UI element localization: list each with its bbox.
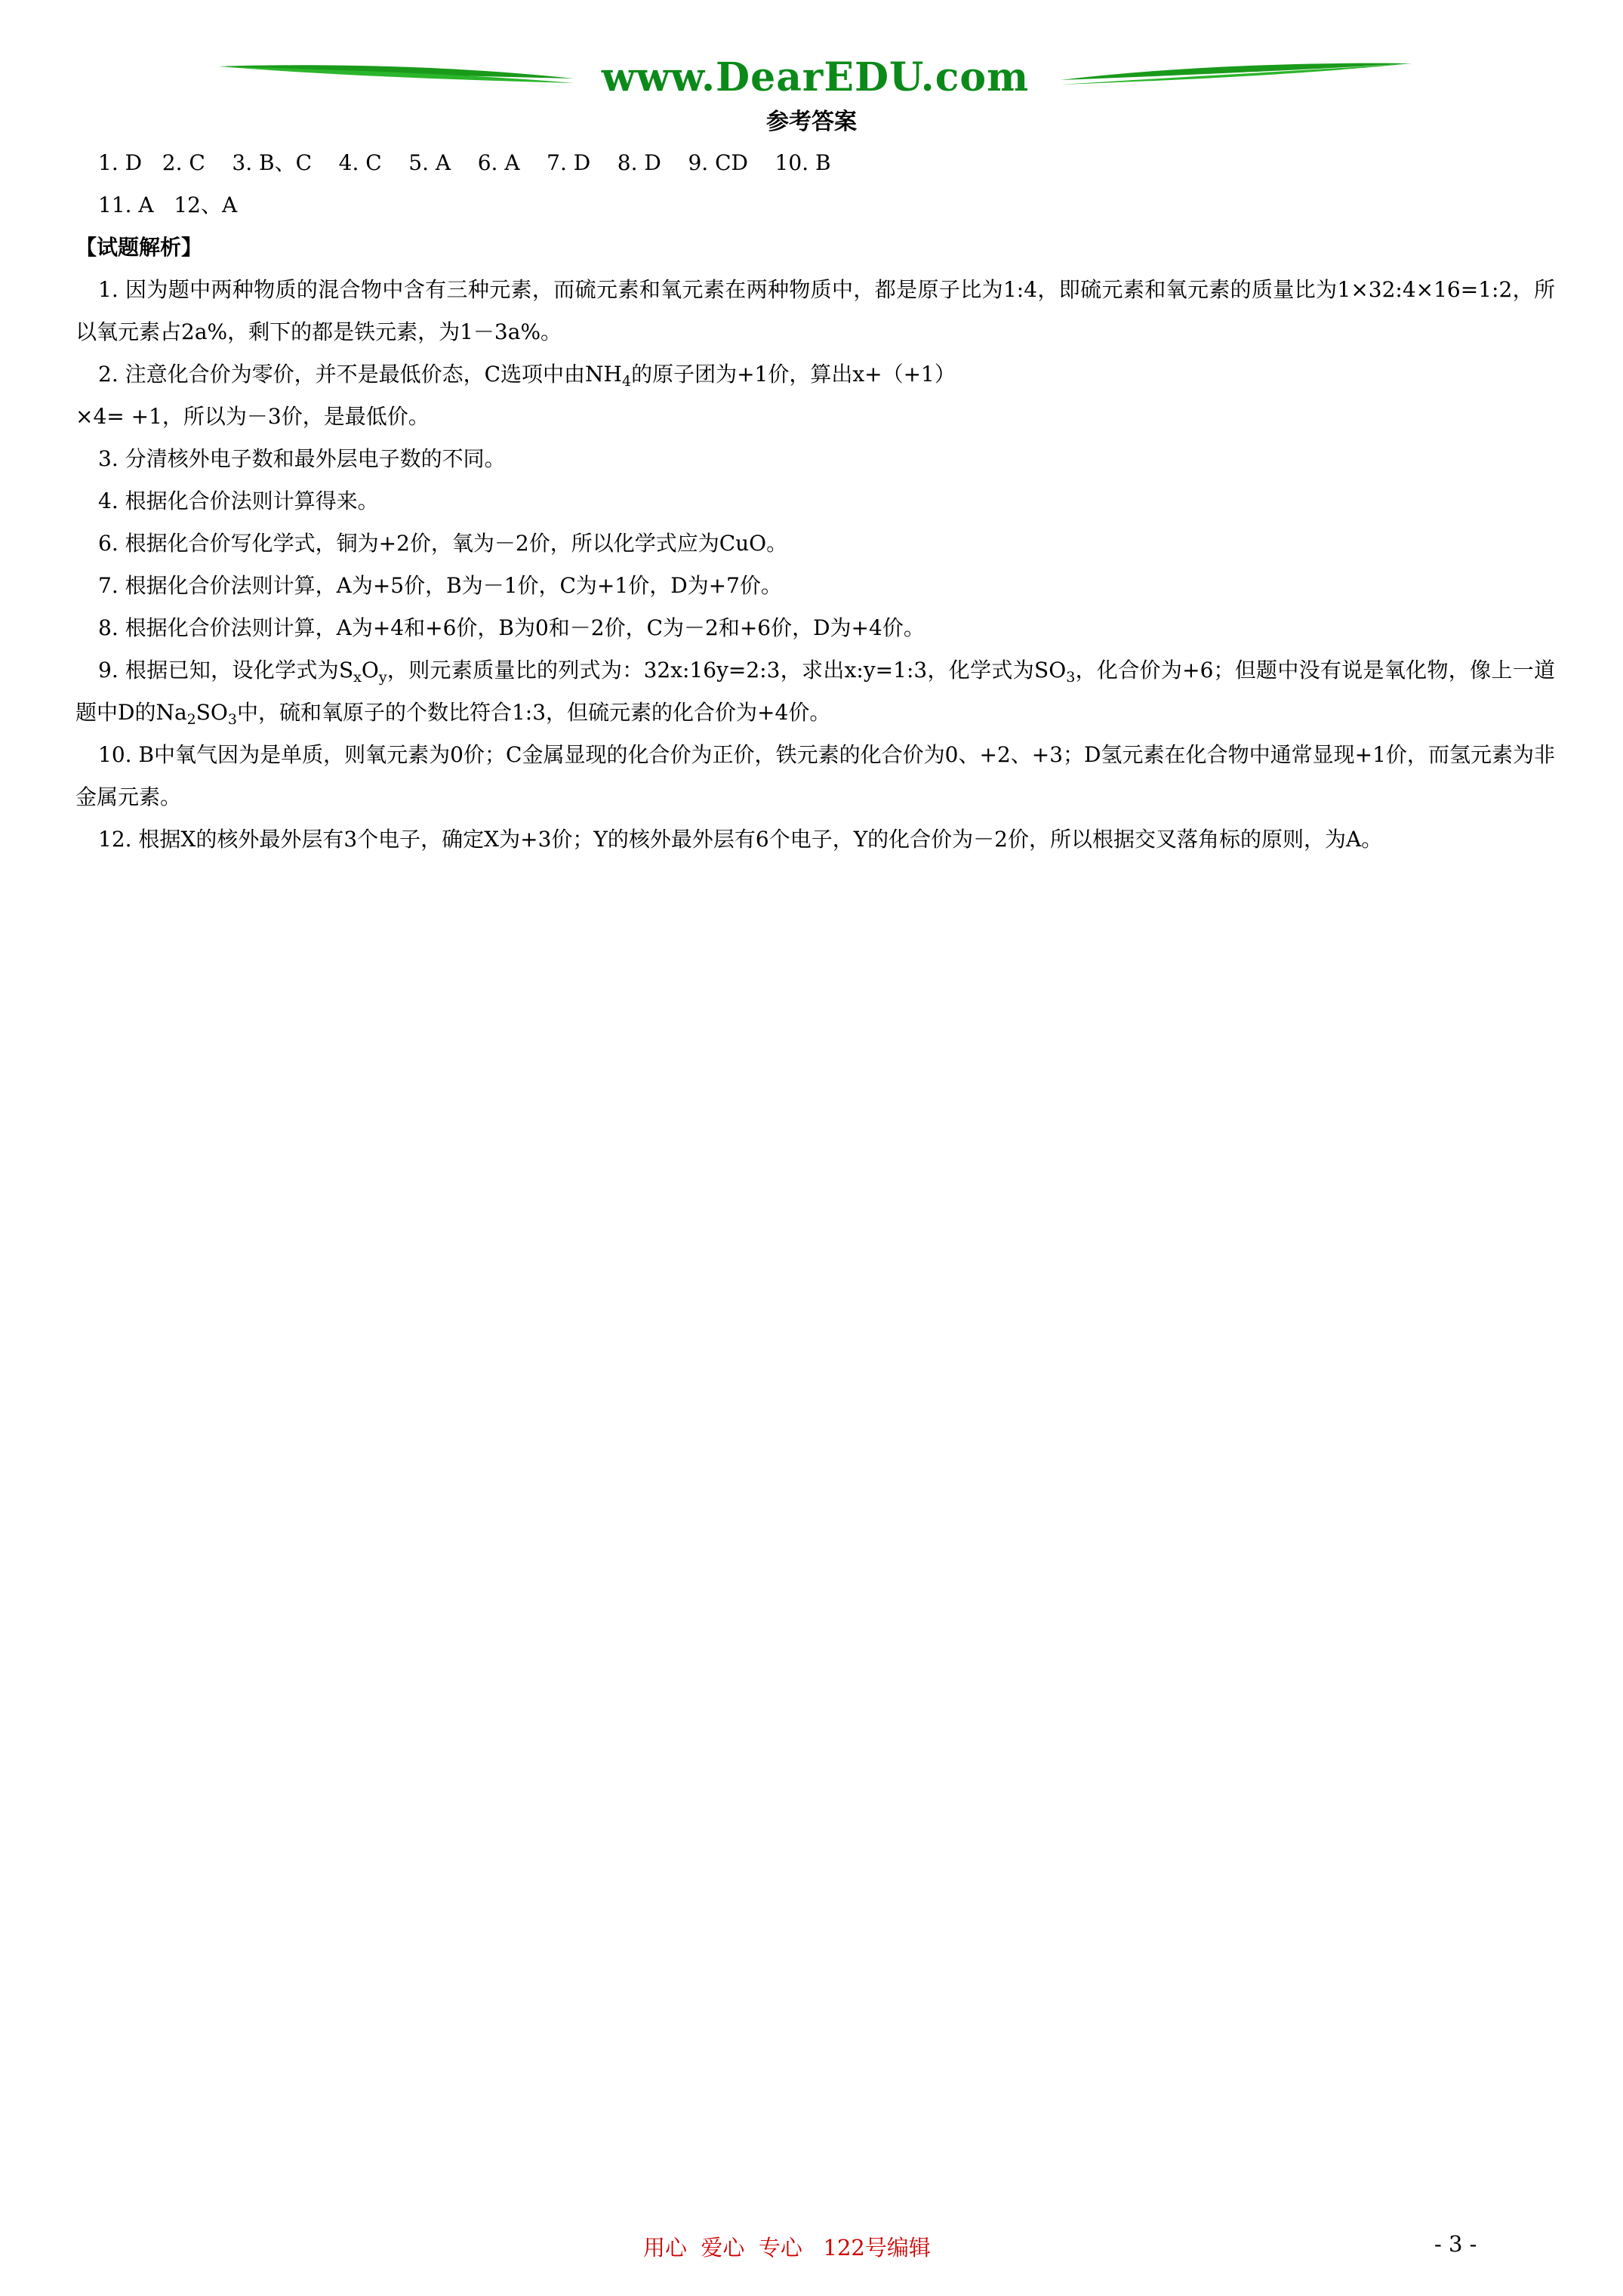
answer-key-line-2: 11. A 12、A xyxy=(98,193,238,217)
analysis-text: ，则元素质量比的列式为：32x:16y=2:3，求出x:y=1:3，化学式为SO xyxy=(387,658,1067,683)
analysis-text: O xyxy=(361,658,379,683)
footer-slogan: 用心 爱心 专心 122号编辑 xyxy=(643,2235,931,2261)
subscript: x xyxy=(353,669,362,686)
analysis-text: 2. 注意化合价为零价，并不是最低价态，C选项中由NH xyxy=(98,362,622,387)
page-number: - 3 - xyxy=(1434,2231,1477,2257)
analysis-item-3: 3. 分清核外电子数和最外层电子数的不同。 xyxy=(98,446,506,471)
subscript: 4 xyxy=(621,373,632,390)
document-body xyxy=(75,142,1555,861)
analysis-text: 9. 根据已知，设化学式为S xyxy=(98,658,354,683)
analysis-item-2-continued: ×4= +1，所以为－3价，是最低价。 xyxy=(75,404,430,429)
answer-key-line-1: 1. D 2. C 3. B、C 4. C 5. A 6. A 7. D 8. D 9. CD 10. B xyxy=(98,150,831,175)
analysis-item-7: 7. 根据化合价法则计算，A为+5价，B为－1价，C为+1价，D为+7价。 xyxy=(98,573,782,598)
subscript: 3 xyxy=(1066,669,1076,686)
analysis-item-1: 1. 因为题中两种物质的混合物中含有三种元素，而硫元素和氧元素在两种物质中，都是原子比为1:4，即硫元素和氧元素的质量比为1×32:4×16=1:2，所以氧元素占2a%，剩下的都是铁元素，为1－3a%。 xyxy=(75,277,1555,344)
site-header-banner xyxy=(219,53,1412,109)
analysis-item-10: 10. B中氧气因为是单质，则氧元素为0价；C金属显现的化合价为正价，铁元素的化合价为0、+2、+3；D氢元素在化合物中通常显现+1价，而氢元素为非金属元素。 xyxy=(75,742,1555,809)
analysis-heading: 【试题解析】 xyxy=(75,235,203,260)
analysis-text: 中，硫和氧原子的个数比符合1:3，但硫元素的化合价为+4价。 xyxy=(236,700,831,725)
page-footer xyxy=(0,2231,1623,2261)
analysis-item-4: 4. 根据化合价法则计算得来。 xyxy=(98,488,379,513)
subscript: 2 xyxy=(186,711,196,728)
analysis-item-2 xyxy=(75,353,1555,396)
analysis-text: SO xyxy=(196,700,228,725)
analysis-text: 的原子团为+1价，算出x+（+1） xyxy=(631,362,956,387)
analysis-item-8: 8. 根据化合价法则计算，A为+4和+6价，B为0和－2价，C为－2和+6价，D为+4价。 xyxy=(98,615,925,640)
analysis-item-9 xyxy=(75,649,1555,734)
site-logo-text: www.DearEDU.com xyxy=(601,54,1030,100)
subscript: 3 xyxy=(227,711,237,728)
page-title: 参考答案 xyxy=(766,109,857,135)
analysis-item-6: 6. 根据化合价写化学式，铜为+2价，氧为－2价，所以化学式应为CuO。 xyxy=(98,531,788,556)
subscript: y xyxy=(378,669,387,686)
analysis-text: ，化合价为+6；但题中没有说是氧化物，像上一道题中D的Na xyxy=(75,658,1555,725)
analysis-item-12: 12. 根据X的核外最外层有3个电子，确定X为+3价；Y的核外最外层有6个电子，Y的化合价为－2价，所以根据交叉落角标的原则，为A。 xyxy=(98,827,1383,852)
